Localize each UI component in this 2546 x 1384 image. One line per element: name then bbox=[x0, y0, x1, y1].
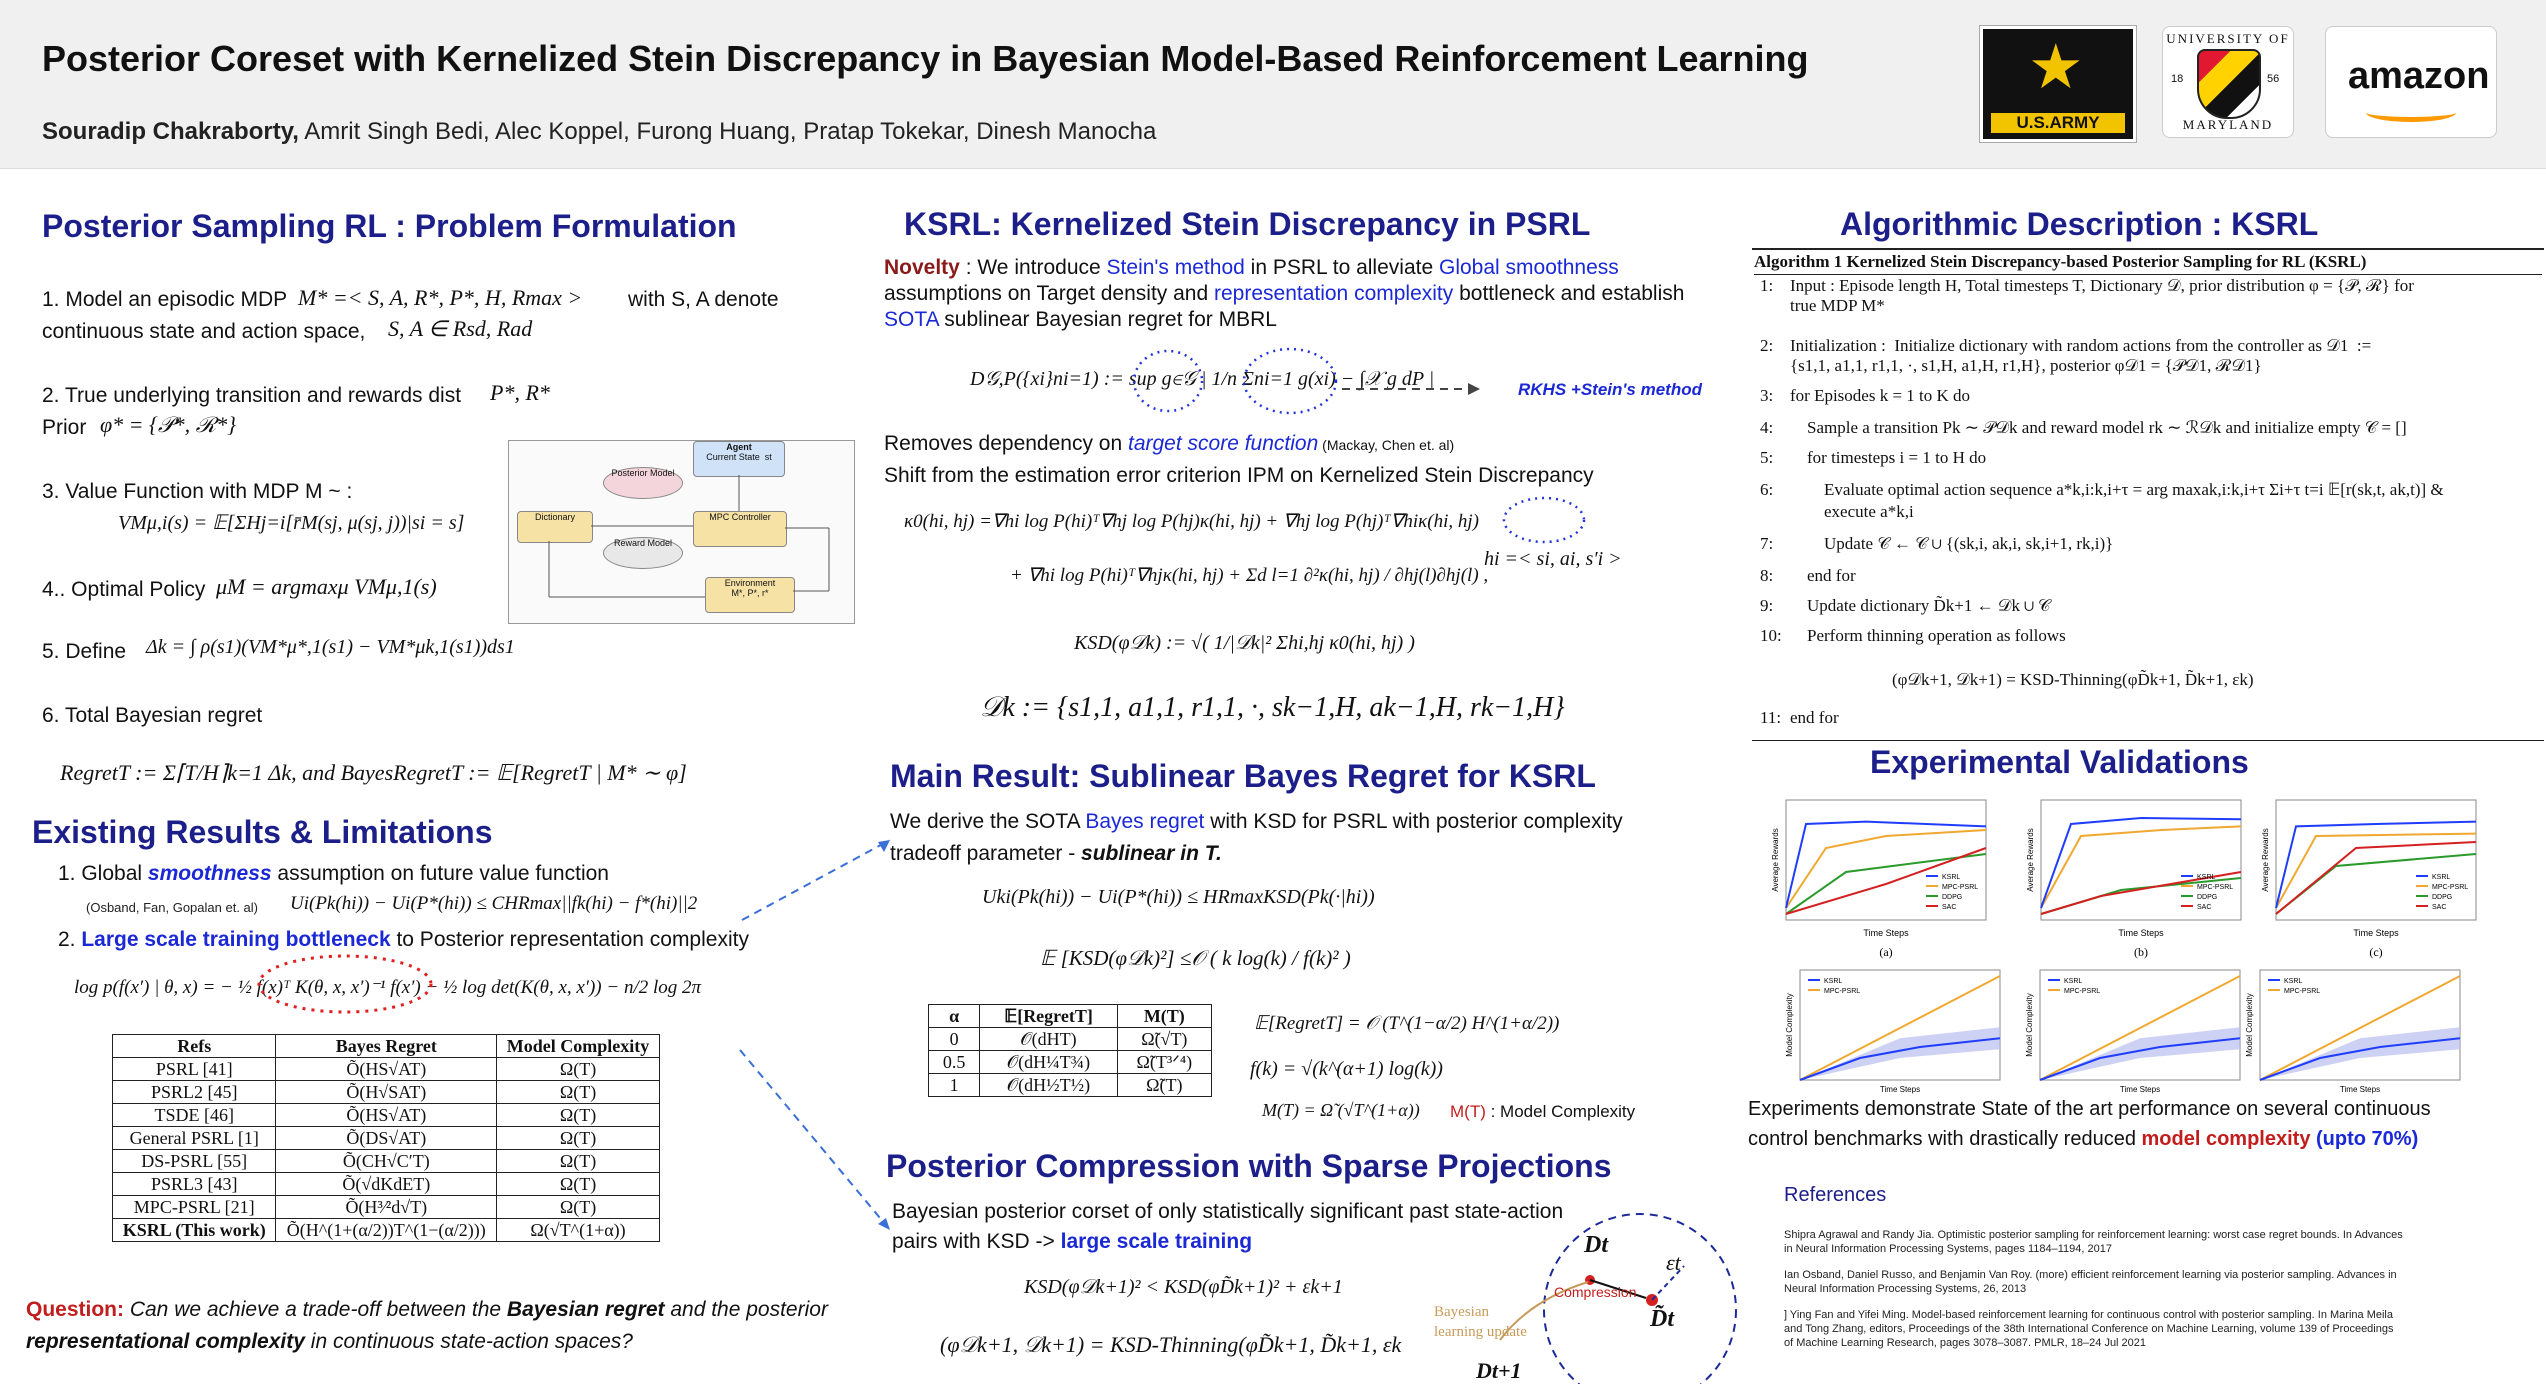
main-inequality: Uki(Pk(hi)) − Ui(P*(hi)) ≤ HRmaxKSD(Pk(·|hi)) bbox=[982, 886, 1375, 908]
limit1-math: Ui(Pk(hi)) − Ui(P*(hi)) ≤ CHRmax||fk(hi) − f*(hi)||2 bbox=[290, 893, 698, 914]
limit2: 2. Large scale training bottleneck to Posterior representation complexity bbox=[58, 928, 749, 951]
table-header-row bbox=[113, 1035, 660, 1058]
algorithm-box bbox=[1752, 248, 2544, 271]
table-row bbox=[929, 1028, 1212, 1051]
regret-formula: 𝔼[RegretT] = 𝒪 (T^(1−α/2) H^(1+α/2)) bbox=[1254, 1013, 1560, 1034]
sketch-bayesian: Bayesian bbox=[1434, 1304, 1489, 1320]
hi-definition: hi =< si, ai, s′i > bbox=[1484, 548, 1622, 570]
sketch-dt-tilde: D̃t bbox=[1650, 1306, 1674, 1332]
subcaption: (a) bbox=[1879, 945, 1893, 959]
reward-chart-frame bbox=[1786, 800, 1986, 920]
table-cell: Õ(H^(1+(α/2))T^(1−(α/2))) bbox=[276, 1219, 497, 1242]
table-cell: Ω(T) bbox=[497, 1104, 660, 1127]
k0-line2: + ∇hi log P(hi)ᵀ∇hjκ(hi, hj) + Σd l=1 ∂²κ(hi, hj) / ∂hj(l)∂hj(l) , bbox=[1010, 565, 1489, 586]
poster-title: Posterior Coreset with Kernelized Stein Discrepancy in Bayesian Model-Based Reinforcement Learning bbox=[42, 38, 1809, 79]
legend-entry: MPC-PSRL bbox=[1824, 988, 1861, 995]
ksd-math: KSD(φ𝒟k) := √( 1/|𝒟k|² Σhi,hj κ0(hi, hj) ) bbox=[1074, 632, 1415, 654]
k0-highlight bbox=[1500, 494, 1590, 546]
table-row bbox=[113, 1219, 660, 1242]
legend-entry: KSRL bbox=[1824, 978, 1843, 985]
table-cell: KSRL (This work) bbox=[113, 1219, 276, 1242]
algorithm-line-text: execute a*k,i bbox=[1790, 502, 1914, 521]
legend-entry: DDPG bbox=[2197, 894, 2218, 901]
table-cell: DS-PSRL [55] bbox=[113, 1150, 276, 1173]
experiments-heading: Experimental Validations bbox=[1870, 744, 2249, 780]
reference-item: ] Ying Fan and Yifei Ming. Model-based reinforcement learning for continuous control with posterior sampling. In Marina Meila and Tong Zhang, editors, Proceedings of the 38th International Conference on Machine Learning, volume 139 of Proceedings of Machine Learning Research, pages 3078–3087. PMLR, 18–24 Jul 2021 bbox=[1784, 1309, 2394, 1349]
subcaption: (c) bbox=[2369, 945, 2383, 959]
item3-text: 3. Value Function with MDP M ~ : bbox=[42, 480, 353, 503]
table-cell: 𝒪(dH½T½) bbox=[980, 1074, 1117, 1097]
table-row bbox=[929, 1051, 1212, 1074]
novelty-line1: Novelty : We introduce Stein's method in PSRL to alleviate Global smoothness bbox=[884, 256, 1619, 279]
sketch-epsilon: εt bbox=[1666, 1250, 1681, 1275]
algorithm-line-text: {s1,1, a1,1, r1,1, ·, s1,H, a1,H, r1,H}, posterior φ𝒟1 = {𝒫𝒟1, ℛ𝒟1} bbox=[1790, 356, 2262, 375]
algorithm-line-text: Input : Episode length H, Total timesteps T, Dictionary 𝒟, prior distribution φ = {𝒫, ℛ} for bbox=[1790, 276, 2414, 295]
logp-math: log p(f(x′) | θ, x) = − ½ f(x)ᵀ K(θ, x, x′)⁻¹ f(x′) − ½ log det(K(θ, x, x′)) − n/2 log 2π bbox=[74, 977, 702, 998]
reference-item: Shipra Agrawal and Randy Jia. Optimistic posterior sampling for reinforcement learning: worst case regret bounds. In Advances in Neural Information Processing Systems, pages 1184–1194, 2017 bbox=[1784, 1229, 2403, 1255]
algorithm-line-number: 9: bbox=[1760, 596, 1774, 615]
item4-math: μM = argmaxμ VMμ,1(s) bbox=[216, 574, 437, 599]
compression-line1: Bayesian posterior corset of only statistically significant past state-action bbox=[892, 1200, 1564, 1223]
algorithm-line-number: 1: bbox=[1760, 276, 1774, 295]
algorithm-line-text: Evaluate optimal action sequence a*k,i:k,i+τ = arg maxak,i:k,i+τ Σi+τ t=i 𝔼[r(sk,t, ak,t)] & bbox=[1790, 480, 2444, 499]
compression-thinning: (φ𝒟k+1, 𝒟k+1) = KSD-Thinning(φD̃k+1, D̃k+1, εk bbox=[940, 1332, 1402, 1357]
legend-entry: MPC-PSRL bbox=[2064, 988, 2101, 995]
psrl-diagram bbox=[508, 440, 855, 624]
table-header-cell: α bbox=[929, 1005, 980, 1028]
table-header-cell: Bayes Regret bbox=[276, 1035, 497, 1058]
amazon-logo-text: amazon bbox=[2348, 55, 2490, 97]
table-cell: Ω(T) bbox=[497, 1058, 660, 1081]
item5-text: 5. Define bbox=[42, 640, 127, 663]
algorithm-line-number: 7: bbox=[1760, 534, 1774, 553]
legend-entry: MPC-PSRL bbox=[1942, 884, 1979, 891]
table-cell: Õ(H√SAT) bbox=[276, 1081, 497, 1104]
sketch-compression: Compression bbox=[1554, 1284, 1637, 1300]
algorithm-line-text: end for bbox=[1790, 708, 1839, 727]
table-row bbox=[113, 1127, 660, 1150]
star-icon: ★ bbox=[2028, 33, 2084, 102]
algorithm-line-text: Perform thinning operation as follows bbox=[1790, 626, 2066, 645]
algorithm-line-text: (φ𝒟k+1, 𝒟k+1) = KSD-Thinning(φD̃k+1, D̃k+1, εk) bbox=[1790, 670, 2254, 689]
table-cell: Ω̃(T) bbox=[1117, 1074, 1211, 1097]
table-cell: Ω(T) bbox=[497, 1127, 660, 1150]
algorithm-title: Algorithm 1 Kernelized Stein Discrepancy-based Posterior Sampling for RL (KSRL) bbox=[1754, 252, 2542, 275]
table-cell: Ω(T) bbox=[497, 1150, 660, 1173]
main-result-heading: Main Result: Sublinear Bayes Regret for KSRL bbox=[890, 758, 1596, 794]
ksrl-heading: KSRL: Kernelized Stein Discrepancy in PSRL bbox=[904, 206, 1591, 242]
table-cell: Ω(√T^(1+α)) bbox=[497, 1219, 660, 1242]
table-cell: PSRL [41] bbox=[113, 1058, 276, 1081]
novelty-line2: assumptions on Target density and representation complexity bottleneck and establish bbox=[884, 282, 1685, 305]
main-line2: tradeoff parameter - sublinear in T. bbox=[890, 842, 1222, 865]
sketch-dt1: Dt+1 bbox=[1476, 1358, 1522, 1383]
poster-authors bbox=[42, 118, 1156, 146]
y-axis-label: Model Complexity bbox=[2245, 993, 2254, 1057]
legend-entry: SAC bbox=[2432, 904, 2447, 911]
dictionary-box: Dictionary bbox=[517, 511, 593, 543]
table-row bbox=[113, 1104, 660, 1127]
table-row bbox=[113, 1196, 660, 1219]
table-cell: 1 bbox=[929, 1074, 980, 1097]
legend-entry: SAC bbox=[2197, 904, 2212, 911]
table-header-cell: 𝔼[RegretT] bbox=[980, 1005, 1117, 1028]
table-cell: Ω(T) bbox=[497, 1173, 660, 1196]
fk-formula: f(k) = √(k^(α+1) log(k)) bbox=[1250, 1058, 1443, 1080]
table-cell: Õ(H³⁄²d√T) bbox=[276, 1196, 497, 1219]
table-row bbox=[113, 1150, 660, 1173]
table-cell: Õ(CH√C′T) bbox=[276, 1150, 497, 1173]
legend-entry: KSRL bbox=[1942, 874, 1961, 881]
exp-text-line2: control benchmarks with drastically reduced model complexity (upto 70%) bbox=[1748, 1128, 2419, 1150]
algorithm-line-text: Update 𝒞 ← 𝒞 ∪ {(sk,i, ak,i, sk,i+1, rk,i)} bbox=[1790, 534, 2114, 553]
amazon-smile-icon bbox=[2366, 103, 2456, 122]
exp-text-line1: Experiments demonstrate State of the art performance on several continuous bbox=[1748, 1098, 2431, 1120]
algorithm-line-number: 10: bbox=[1760, 626, 1782, 645]
algorithm-line-number: 3: bbox=[1760, 386, 1774, 405]
table-header-cell: Refs bbox=[113, 1035, 276, 1058]
compression-inequality: KSD(φ𝒟k+1)² < KSD(φD̃k+1)² + εk+1 bbox=[1024, 1276, 1343, 1298]
item2-text: 2. True underlying transition and rewards dist bbox=[42, 384, 462, 407]
limit1: 1. Global smoothness assumption on future value function bbox=[58, 862, 609, 885]
x-axis-label: Time Steps bbox=[2119, 1085, 2161, 1094]
umd-year-left: 18 bbox=[2171, 73, 2184, 85]
x-axis-label: Time Steps bbox=[2353, 928, 2399, 938]
ipm-highlight bbox=[1130, 345, 1510, 425]
item2-math: P*, R* bbox=[490, 380, 550, 405]
algorithm-line-text: for timesteps i = 1 to H do bbox=[1790, 448, 1987, 467]
algorithm-line-number: 11: bbox=[1760, 708, 1782, 727]
algorithm-line-text: true MDP M* bbox=[1790, 296, 1885, 315]
limit1-citation: (Osband, Fan, Gopalan et. al) bbox=[86, 900, 258, 915]
first-author: Souradip Chakraborty, bbox=[42, 118, 299, 145]
x-axis-label: Time Steps bbox=[1863, 928, 1909, 938]
item5-math: Δk = ∫ ρ(s1)(VM*μ*,1(s1) − VM*μk,1(s1))ds1 bbox=[146, 636, 515, 658]
legend-entry: KSRL bbox=[2064, 978, 2083, 985]
mt-formula: M(T) = Ω̃ (√T^(1+α)) bbox=[1262, 1100, 1420, 1120]
reference-item: Ian Osband, Daniel Russo, and Benjamin Van Roy. (more) efficient reinforcement learning via posterior sampling. Advances in Neural Information Processing Systems, 26, 2013 bbox=[1784, 1269, 2397, 1295]
algorithm-line-text: Sample a transition Pk ∼ 𝒫𝒟k and reward model rk ∼ ℛ𝒟k and initialize empty 𝒞 = [] bbox=[1790, 418, 2407, 437]
army-logo-text: U.S.ARMY bbox=[1991, 113, 2125, 133]
y-axis-label: Model Complexity bbox=[2025, 993, 2034, 1057]
compression-line2: pairs with KSD -> large scale training bbox=[892, 1230, 1253, 1253]
table-cell: Õ(DS√AT) bbox=[276, 1127, 497, 1150]
connector-arrows bbox=[740, 820, 900, 1240]
legend-entry: MPC-PSRL bbox=[2432, 884, 2469, 891]
algorithm-line-text: Update dictionary D̃k+1 ← 𝒟k ∪ 𝒞 bbox=[1790, 596, 2051, 615]
table-cell: TSDE [46] bbox=[113, 1104, 276, 1127]
x-axis-label: Time Steps bbox=[1879, 1085, 1921, 1094]
algorithm-line-text: for Episodes k = 1 to K do bbox=[1790, 386, 1971, 405]
other-authors: Amrit Singh Bedi, Alec Koppel, Furong Huang, Pratap Tokekar, Dinesh Manocha bbox=[298, 118, 1157, 145]
table-header-cell: M(T) bbox=[1117, 1005, 1211, 1028]
umd-logo-bottom: MARYLAND bbox=[2182, 117, 2274, 132]
main-expectation: 𝔼 [KSD(φ𝒟k)²] ≤𝒪 ( k log(k) / f(k)² ) bbox=[1040, 946, 1351, 970]
item1-text2: with S, A denote bbox=[628, 288, 779, 311]
umd-logo-top: UNIVERSITY OF bbox=[2166, 31, 2290, 46]
shift-line: Shift from the estimation error criterion IPM on Kernelized Stein Discrepancy bbox=[884, 464, 1594, 487]
legend-entry: DDPG bbox=[2432, 894, 2453, 901]
table-cell: Õ(HS√AT) bbox=[276, 1058, 497, 1081]
legend-entry: DDPG bbox=[1942, 894, 1963, 901]
algorithm-line-number: 8: bbox=[1760, 566, 1774, 585]
x-axis-label: Time Steps bbox=[2339, 1085, 2381, 1094]
table-row bbox=[113, 1081, 660, 1104]
algorithm-heading: Algorithmic Description : KSRL bbox=[1840, 206, 2319, 242]
removes-line: Removes dependency on target score function (Mackay, Chen et. al) bbox=[884, 432, 1455, 455]
table-cell: MPC-PSRL [21] bbox=[113, 1196, 276, 1219]
question-line1: Question: Can we achieve a trade-off between the Bayesian regret and the posterior bbox=[26, 1298, 828, 1321]
table-cell: Ω̃(√T) bbox=[1117, 1028, 1211, 1051]
mt-label: M(T) : Model Complexity bbox=[1450, 1102, 1636, 1121]
table-cell: PSRL3 [43] bbox=[113, 1173, 276, 1196]
complexity-charts bbox=[1785, 960, 2520, 1100]
item4-text: 4.. Optimal Policy bbox=[42, 578, 206, 601]
algorithm-line-text: Initialization : Initialize dictionary with random actions from the controller as 𝒟1 := bbox=[1790, 336, 2372, 355]
problem-formulation-heading: Posterior Sampling RL : Problem Formulation bbox=[42, 208, 737, 244]
sketch-dt: Dt bbox=[1584, 1232, 1608, 1258]
item1b-math: S, A ∈ Rsd, Rad bbox=[388, 316, 533, 341]
legend-entry: MPC-PSRL bbox=[2197, 884, 2234, 891]
algorithm-line-number: 4: bbox=[1760, 418, 1774, 437]
table-cell: Õ(√dKdET) bbox=[276, 1173, 497, 1196]
main-line1: We derive the SOTA Bayes regret with KSD for PSRL with posterior complexity bbox=[890, 810, 1623, 833]
existing-results-table bbox=[112, 1034, 660, 1242]
algorithm-line-text: end for bbox=[1790, 566, 1856, 585]
table-cell: 𝒪(dHT) bbox=[980, 1028, 1117, 1051]
rkhs-label: RKHS +Stein's method bbox=[1518, 380, 1702, 399]
table-header-cell: Model Complexity bbox=[497, 1035, 660, 1058]
k0-line1: κ0(hi, hj) =∇hi log P(hi)ᵀ∇hj log P(hj)κ(hi, hj) + ∇hj log P(hj)ᵀ∇hiκ(hi, hj) bbox=[904, 511, 1479, 532]
item2b-text: Prior bbox=[42, 416, 87, 439]
environment-box: Environment M*, P*, r* bbox=[705, 577, 795, 613]
item1b-text: continuous state and action space, bbox=[42, 320, 366, 343]
table-cell: Ω̃(T³ᐟ⁴) bbox=[1117, 1051, 1211, 1074]
table-cell: Õ(HS√AT) bbox=[276, 1104, 497, 1127]
umd-shield-icon bbox=[2197, 49, 2261, 119]
compression-heading: Posterior Compression with Sparse Projections bbox=[886, 1148, 1612, 1184]
y-axis-label: Average Rewards bbox=[2026, 828, 2035, 892]
dk-math: 𝒟k := {s1,1, a1,1, r1,1, ·, sk−1,H, ak−1,H, rk−1,H} bbox=[980, 692, 1565, 723]
agent-box: Agent Current State st bbox=[693, 441, 785, 477]
reward-model-node: Reward Model bbox=[603, 537, 683, 569]
table-row bbox=[929, 1074, 1212, 1097]
umd-year-right: 56 bbox=[2267, 73, 2280, 85]
table-row bbox=[113, 1173, 660, 1196]
umd-logo bbox=[2162, 26, 2294, 138]
ipm-math: D𝒢,P({xi}ni=1) := sup g∈𝒢 | 1/n Σni=1 g(xi) − ∫𝒳 g dP | bbox=[970, 368, 1435, 390]
subcaption: (b) bbox=[2134, 945, 2148, 959]
item6-text: 6. Total Bayesian regret bbox=[42, 704, 263, 727]
posterior-model-node: Posterior Model bbox=[603, 467, 683, 499]
question-line2: representational complexity in continuous state-action spaces? bbox=[26, 1330, 633, 1353]
x-axis-label: Time Steps bbox=[2118, 928, 2164, 938]
army-logo bbox=[1980, 26, 2136, 142]
table-cell: Ω(T) bbox=[497, 1081, 660, 1104]
algorithm-line-number: 2: bbox=[1760, 336, 1774, 355]
y-axis-label: Model Complexity bbox=[1785, 993, 1794, 1057]
diagram-arrows bbox=[509, 441, 854, 623]
algorithm-line-number: 5: bbox=[1760, 448, 1774, 467]
item2b-math: φ* = {𝒫*, ℛ*} bbox=[100, 412, 237, 437]
table-cell: PSRL2 [45] bbox=[113, 1081, 276, 1104]
alpha-table bbox=[928, 1004, 1212, 1097]
item1-math: M* =< S, A, R*, P*, H, Rmax > bbox=[298, 285, 583, 310]
table-cell: 𝒪(dH¼T¾) bbox=[980, 1051, 1117, 1074]
sketch-learning: learning update bbox=[1434, 1324, 1527, 1340]
y-axis-label: Average Rewards bbox=[1771, 828, 1780, 892]
legend-entry: MPC-PSRL bbox=[2284, 988, 2321, 995]
table-cell: General PSRL [1] bbox=[113, 1127, 276, 1150]
existing-results-heading: Existing Results & Limitations bbox=[32, 814, 493, 850]
item6-math: RegretT := Σ⌈T/H⌉k=1 Δk, and BayesRegretT := 𝔼[RegretT | M* ∼ φ] bbox=[60, 760, 687, 785]
references-heading: References bbox=[1784, 1184, 1887, 1206]
algorithm-bottom-rule bbox=[1752, 740, 2544, 741]
table-row bbox=[113, 1058, 660, 1081]
table-header-row bbox=[929, 1005, 1212, 1028]
y-axis-label: Average Rewards bbox=[2261, 828, 2270, 892]
legend-entry: KSRL bbox=[2432, 874, 2451, 881]
logp-highlight-ellipse bbox=[255, 952, 435, 1016]
legend-entry: KSRL bbox=[2197, 874, 2216, 881]
algorithm-line-number: 6: bbox=[1760, 480, 1774, 499]
item1-text: 1. Model an episodic MDP bbox=[42, 288, 288, 311]
mpc-controller-box: MPC Controller bbox=[693, 511, 787, 547]
legend-entry: KSRL bbox=[2284, 978, 2303, 985]
table-cell: 0.5 bbox=[929, 1051, 980, 1074]
reward-chart-frame bbox=[2276, 800, 2476, 920]
item3-math: VMμ,i(s) = 𝔼[ΣHj=i[r̄M(sj, μ(sj, j))|si = s] bbox=[118, 512, 465, 534]
amazon-logo bbox=[2325, 26, 2497, 138]
table-cell: 0 bbox=[929, 1028, 980, 1051]
novelty-line3: SOTA sublinear Bayesian regret for MBRL bbox=[884, 308, 1277, 331]
legend-entry: SAC bbox=[1942, 904, 1957, 911]
table-cell: Ω(T) bbox=[497, 1196, 660, 1219]
